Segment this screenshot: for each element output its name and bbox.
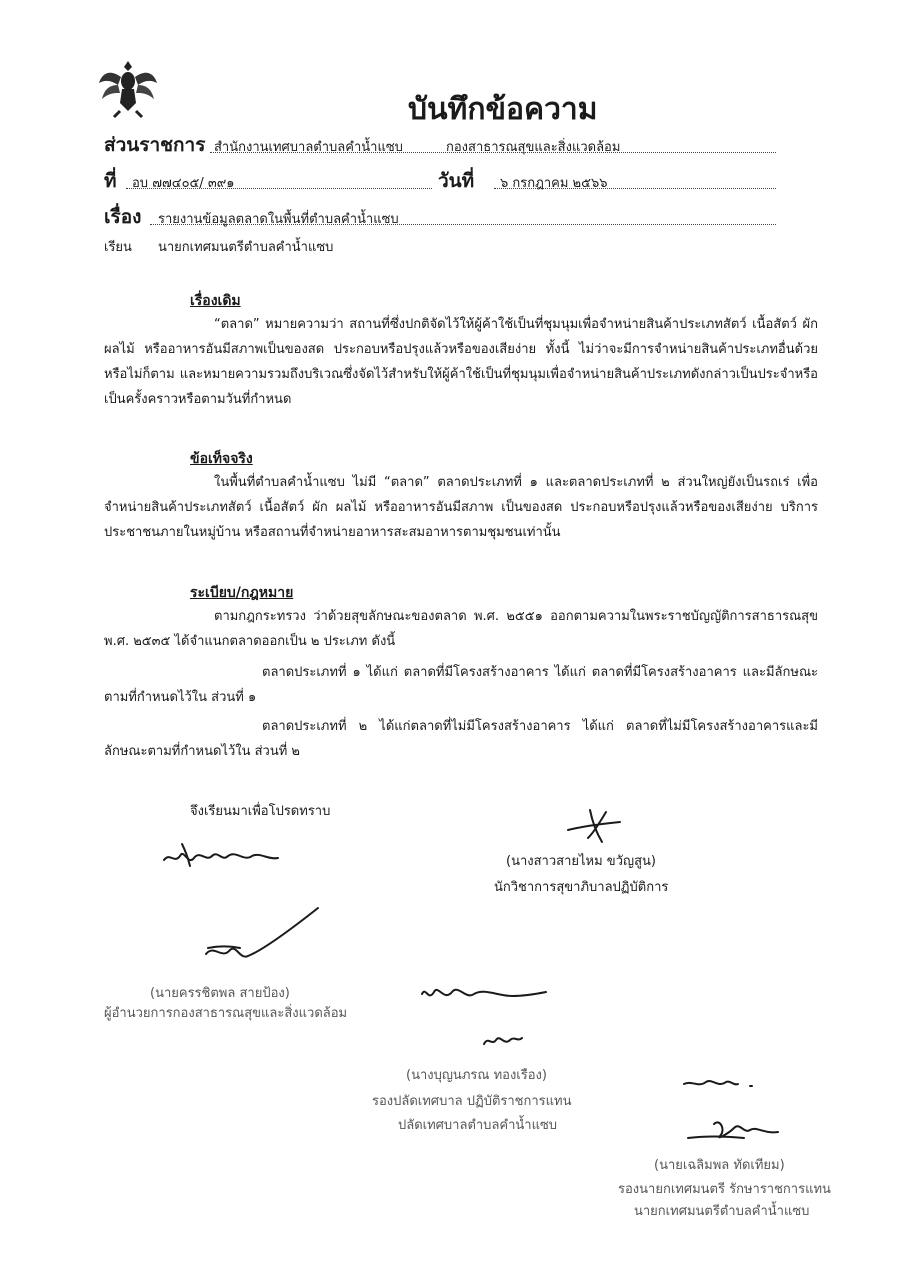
to-value: นายกเทศมนตรีตำบลคำน้ำแซบ: [158, 240, 334, 255]
law-paragraph-2: [104, 660, 818, 710]
deputy-clerk-title-2: ปลัดเทศบาลตำบลคำน้ำแซบ: [398, 1118, 558, 1133]
deputy-mayor-annotation: [680, 1074, 760, 1094]
date-label: วันที่: [438, 170, 475, 192]
law-text-3: ตลาดประเภทที่ ๒ ได้แก่ตลาดที่ไม่มีโครงสร้างอาคาร ได้แก่ ตลาดที่ไม่มีโครงสร้างอาคารและมีลักษณะตามที่กำหนดไว้ใน ส่วนที่ ๒: [104, 719, 818, 759]
deputy-mayor-title-1: รองนายกเทศมนตรี รักษาราชการแทน: [618, 1182, 831, 1197]
subject-label: เรื่อง: [104, 206, 142, 228]
garuda-emblem: [96, 55, 160, 119]
closing-text: จึงเรียนมาเพื่อโปรดทราบ: [190, 804, 331, 819]
division-value: กองสาธารณสุขและสิ่งแวดล้อม: [446, 140, 621, 155]
officer-signature: [560, 806, 630, 846]
officer-title: นักวิชาการสุขาภิบาลปฏิบัติการ: [494, 880, 669, 895]
handwritten-note: [160, 838, 284, 872]
director-title: ผู้อำนวยการกองสาธารณสุขและสิ่งแวดล้อม: [104, 1006, 348, 1021]
deputy-mayor-title-2: นายกเทศมนตรีตำบลคำน้ำแซบ: [634, 1204, 810, 1219]
ref-value: อบ ๗๗๔๐๕/ ๓๙๑: [132, 176, 235, 191]
deputy-mayor-signature: [684, 1114, 784, 1148]
subject-value: รายงานข้อมูลตลาดในพื้นที่ตำบลคำน้ำแซบ: [158, 212, 399, 227]
background-heading: เรื่องเดิม: [190, 293, 241, 309]
law-paragraph-1: [104, 604, 818, 654]
agency-label: ส่วนราชการ: [104, 134, 206, 156]
memo-title: บันทึกข้อความ: [408, 92, 598, 127]
officer-name: (นางสาวสายไหม ขวัญสูน): [506, 854, 656, 869]
law-text-1: ตามกฎกระทรวง ว่าด้วยสุขลักษณะของตลาด พ.ศ. ๒๕๕๑ ออกตามความในพระราชบัญญัติการสาธารณสุข พ.ศ. ๒๕๓๕ ได้จำแนกตลาดออกเป็น ๒ ประเภท ดังนี้: [104, 609, 818, 649]
deputy-clerk-title-1: รองปลัดเทศบาล ปฏิบัติราชการแทน: [372, 1094, 572, 1109]
ref-label: ที่: [104, 170, 117, 192]
director-name: (นายครรชิตพล สายป้อง): [150, 986, 290, 1001]
agency-value: สำนักงานเทศบาลตำบลคำน้ำแซบ: [214, 140, 403, 155]
facts-heading: ข้อเท็จจริง: [190, 451, 253, 467]
to-label: เรียน: [104, 240, 132, 255]
date-value: ๖ กรกฎาคม ๒๕๖๖: [500, 176, 608, 191]
deputy-mayor-name: (นายเฉลิมพล ทัดเทียม): [654, 1158, 785, 1173]
facts-text: ในพื้นที่ตำบลคำน้ำแซบ ไม่มี “ตลาด” ตลาดประเภทที่ ๑ และตลาดประเภทที่ ๒ ส่วนใหญ่ยังเป็นรถเร่ เพื่อจำหน่ายสินค้าประเภทสัตว์ เนื้อสัตว์ ผัก ผลไม้ หรืออาหารอันมีสภาพ เป็นของสด ประกอบหรือปรุงแล้วหรือของเสียง่าย บริการประชาชนภายในหมู่บ้าน หรือสถานที่จำหน่ายอาหารสะสมอาหารตามชุมชนเท่านั้น: [104, 475, 818, 540]
law-paragraph-3: [104, 714, 818, 764]
background-paragraph: [104, 312, 818, 412]
deputy-clerk-name: (นางบุญนภรณ ทองเรือง): [406, 1068, 547, 1083]
law-text-2: ตลาดประเภทที่ ๑ ได้แก่ ตลาดที่มีโครงสร้างอาคาร ได้แก่ ตลาดที่มีโครงสร้างอาคาร และมีลักษณะตามที่กำหนดไว้ใน ส่วนที่ ๑: [104, 665, 818, 705]
facts-paragraph: [104, 470, 818, 545]
deputy-clerk-signature: [418, 976, 550, 1012]
director-signature: [200, 904, 324, 974]
deputy-clerk-initials: [480, 1030, 524, 1050]
background-text: “ตลาด” หมายความว่า สถานที่ซึ่งปกติจัดไว้ให้ผู้ค้าใช้เป็นที่ชุมนุมเพื่อจำหน่ายสินค้าประเภทสัตว์ เนื้อสัตว์ ผัก ผลไม้ หรืออาหารอันมีสภาพเป็นของสด ประกอบหรือปรุงแล้วหรือของเสียง่าย ทั้งนี้ ไม่ว่าจะมีการจำหน่ายสินค้าประเภทอื่นด้วยหรือไม่ก็ตาม และหมายความรวมถึงบริเวณซึ่งจัดไว้สำหรับให้ผู้ค้าใช้เป็นที่ชุมนุมเพื่อจำหน่ายสินค้าประเภทดังกล่าวเป็นประจำหรือเป็นครั้งคราวหรือตามวันที่กำหนด: [104, 317, 818, 407]
law-heading: ระเบียบ/กฎหมาย: [190, 585, 294, 601]
